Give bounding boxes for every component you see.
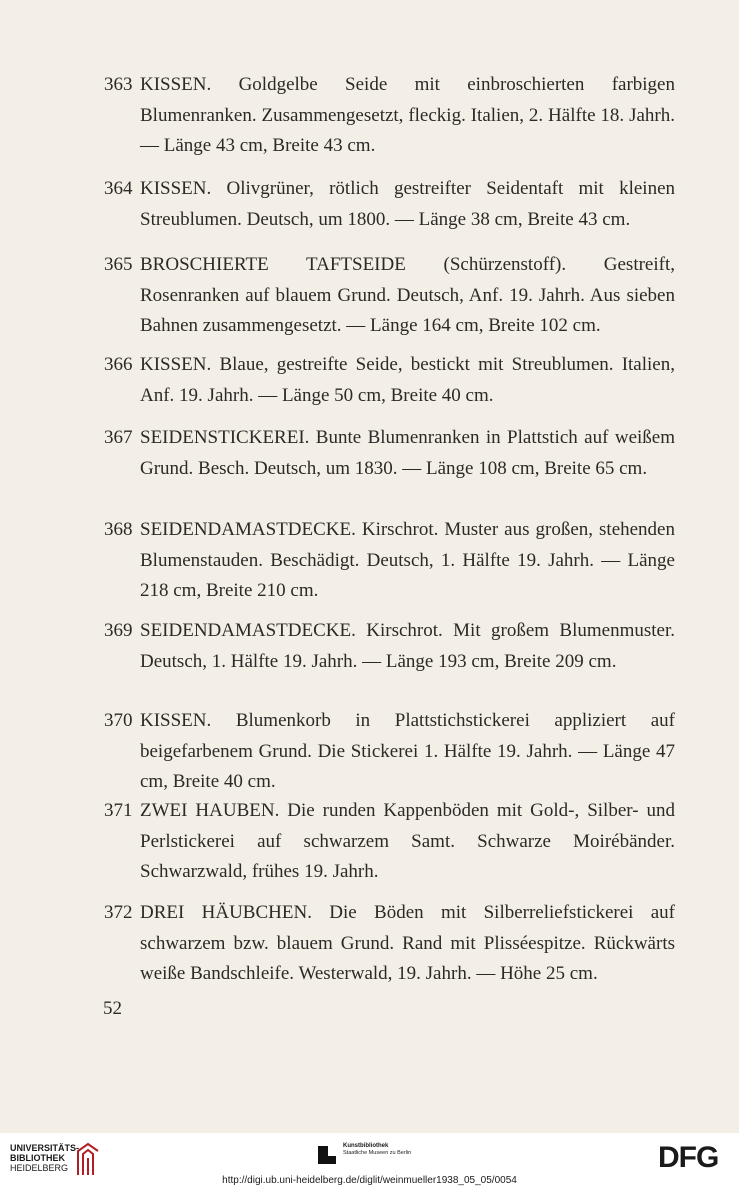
catalog-entry — [100, 70, 675, 162]
source-url[interactable]: http://digi.ub.uni-heidelberg.de/diglit/weinmueller1938_05_05/0054 — [222, 1175, 517, 1186]
entry-number: 365 — [104, 254, 133, 275]
dfg-logo: DFG — [658, 1141, 719, 1174]
ub-heidelberg-label — [10, 1143, 79, 1173]
kunstbibliothek-logo-icon — [316, 1144, 338, 1166]
ub-line-2: BIBLIOTHEK — [10, 1153, 65, 1163]
entry-text: SEIDENDAMASTDECKE. Kirschrot. Mit großem Blumenmuster. Deutsch, 1. Hälfte 19. Jahrh. — Länge 193 cm, Breite 209 cm. — [140, 620, 675, 672]
entry-text: KISSEN. Olivgrüner, rötlich gestreifter Seidentaft mit kleinen Streublumen. Deutsch, um 1800. — Länge 38 cm, Breite 43 cm. — [140, 178, 675, 230]
entry-number: 368 — [104, 519, 133, 540]
entry-text: KISSEN. Blumenkorb in Plattstichstickerei appliziert auf beigefarbenem Grund. Die Stickerei 1. Hälfte 19. Jahrh. — Länge 47 cm, Breite 40 cm. — [140, 710, 675, 792]
kunstbibliothek-label — [343, 1143, 411, 1157]
catalog-entry — [100, 350, 675, 411]
entry-text: ZWEI HAUBEN. Die runden Kappenböden mit Gold-, Silber- und Perlstickerei auf schwarzem Samt. Schwarze Moirébänder. Schwarzwald, frühes 19. Jahrh. — [140, 800, 675, 882]
ub-heidelberg-logo-icon — [74, 1141, 102, 1177]
catalog-entry — [100, 250, 675, 342]
entry-number: 366 — [104, 354, 133, 375]
ub-line-1: UNIVERSITÄTS- — [10, 1143, 80, 1153]
catalog-entry — [100, 515, 675, 607]
kb-line-1: Kunstbibliothek — [343, 1143, 389, 1149]
catalog-entry — [100, 706, 675, 798]
entry-number: 370 — [104, 710, 133, 731]
entry-text: SEIDENSTICKEREI. Bunte Blumenranken in Plattstich auf weißem Grund. Besch. Deutsch, um 1830. — Länge 108 cm, Breite 65 cm. — [140, 427, 675, 479]
page-number: 52 — [103, 998, 122, 1019]
entry-number: 371 — [104, 800, 133, 821]
catalog-entry — [100, 423, 675, 484]
kb-line-2: Staatliche Museen zu Berlin — [343, 1150, 412, 1156]
entry-number: 367 — [104, 427, 133, 448]
ub-line-3: HEIDELBERG — [10, 1163, 69, 1173]
entry-text: KISSEN. Goldgelbe Seide mit einbroschierten farbigen Blumenranken. Zusammengesetzt, fleckig. Italien, 2. Hälfte 18. Jahrh. — Länge 43 cm, Breite 43 cm. — [140, 74, 675, 156]
catalog-entry — [100, 796, 675, 888]
entry-number: 369 — [104, 620, 133, 641]
entry-text: KISSEN. Blaue, gestreifte Seide, bestickt mit Streublumen. Italien, Anf. 19. Jahrh. — Länge 50 cm, Breite 40 cm. — [140, 354, 675, 406]
catalog-entry — [100, 616, 675, 677]
entry-text: DREI HÄUBCHEN. Die Böden mit Silberreliefstickerei auf schwarzem bzw. blauem Grund. Rand mit Plisséespitze. Rückwärts weiße Bandschleife. Westerwald, 19. Jahrh. — Höhe 25 cm. — [140, 902, 675, 984]
entry-number: 372 — [104, 902, 133, 923]
entry-text: SEIDENDAMASTDECKE. Kirschrot. Muster aus großen, stehenden Blumenstauden. Beschädigt. Deutsch, 1. Hälfte 19. Jahrh. — Länge 218 cm, Breite 210 cm. — [140, 519, 675, 601]
entry-text: BROSCHIERTE TAFTSEIDE (Schürzenstoff). Gestreift, Rosenranken auf blauem Grund. Deutsch, Anf. 19. Jahrh. Aus sieben Bahnen zusammengesetzt. — Länge 164 cm, Breite 102 cm. — [140, 254, 675, 336]
entry-number: 363 — [104, 74, 133, 95]
entry-number: 364 — [104, 178, 133, 199]
catalog-entry — [100, 898, 675, 990]
catalog-entry — [100, 174, 675, 235]
